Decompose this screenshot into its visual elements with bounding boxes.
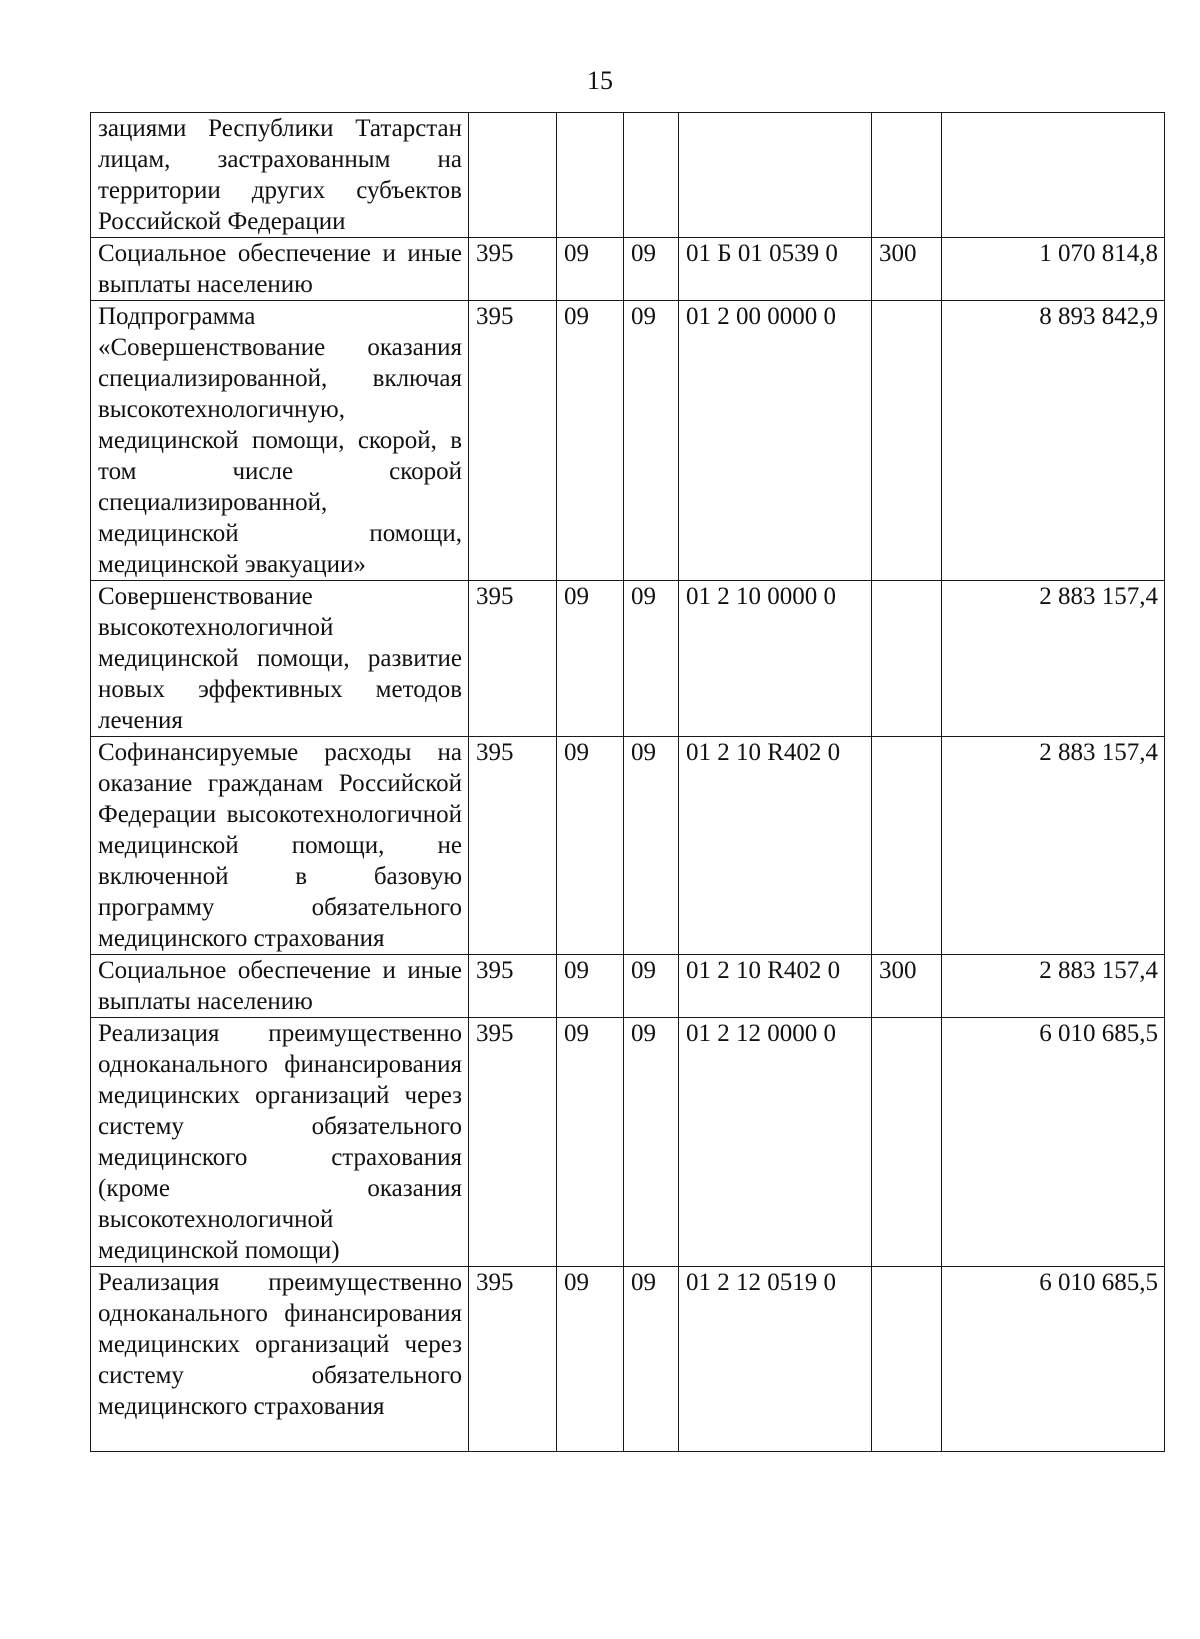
budget-table <box>90 112 1165 1452</box>
amount-cell <box>942 113 1165 238</box>
expense-type-cell <box>872 737 942 955</box>
page-number: 15 <box>587 66 613 95</box>
row-name-cell: Реализация преимущественно одноканального финансирования медицинских организаций через систему обязательного медицинского страхования (кроме оказания высокотехнологичной медицинской помощи) <box>91 1018 469 1267</box>
section-code-cell: 09 <box>557 1267 624 1452</box>
expense-type-cell <box>872 1267 942 1452</box>
expense-type-cell <box>872 301 942 581</box>
row-name-cell: Софинансируемые расходы на оказание гражданам Российской Федерации высокотехнологичной медицинской помощи, не включенной в базовую программу обязательного медицинского страхования <box>91 737 469 955</box>
section-code-cell: 09 <box>557 737 624 955</box>
target-code-cell: 01 2 10 0000 0 <box>679 581 872 737</box>
table-row <box>91 238 1165 301</box>
table-row <box>91 301 1165 581</box>
expense-type-cell <box>872 113 942 238</box>
row-name-cell: зациями Республики Татарстан лицам, застрахованным на территории других субъектов Российской Федерации <box>91 113 469 238</box>
expense-type-cell <box>872 581 942 737</box>
target-code-cell: 01 2 12 0519 0 <box>679 1267 872 1452</box>
row-name-cell: Подпрограмма «Совершенствование оказания специализированной, включая высокотехнологичную, медицинской помощи, скорой, в том числе скорой специализированной, медицинской помощи, медицинской эвакуации» <box>91 301 469 581</box>
ministry-code-cell: 395 <box>469 1267 557 1452</box>
amount-cell: 2 883 157,4 <box>942 955 1165 1018</box>
section-code-cell: 09 <box>557 301 624 581</box>
section-code-cell: 09 <box>557 581 624 737</box>
row-name-cell: Социальное обеспечение и иные выплаты населению <box>91 955 469 1018</box>
subsection-code-cell: 09 <box>624 955 679 1018</box>
section-code-cell: 09 <box>557 955 624 1018</box>
section-code-cell <box>557 113 624 238</box>
target-code-cell: 01 2 12 0000 0 <box>679 1018 872 1267</box>
ministry-code-cell <box>469 113 557 238</box>
ministry-code-cell: 395 <box>469 737 557 955</box>
subsection-code-cell: 09 <box>624 581 679 737</box>
ministry-code-cell: 395 <box>469 581 557 737</box>
target-code-cell: 01 2 10 R402 0 <box>679 955 872 1018</box>
subsection-code-cell: 09 <box>624 1267 679 1452</box>
target-code-cell: 01 2 00 0000 0 <box>679 301 872 581</box>
subsection-code-cell: 09 <box>624 737 679 955</box>
table-row <box>91 581 1165 737</box>
expense-type-cell <box>872 1018 942 1267</box>
ministry-code-cell: 395 <box>469 1018 557 1267</box>
target-code-cell: 01 2 10 R402 0 <box>679 737 872 955</box>
section-code-cell: 09 <box>557 1018 624 1267</box>
amount-cell: 8 893 842,9 <box>942 301 1165 581</box>
table-row <box>91 1267 1165 1452</box>
amount-cell: 6 010 685,5 <box>942 1267 1165 1452</box>
table-row <box>91 955 1165 1018</box>
subsection-code-cell <box>624 113 679 238</box>
row-name-cell: Совершенствование высокотехнологичной медицинской помощи, развитие новых эффективных методов лечения <box>91 581 469 737</box>
target-code-cell <box>679 113 872 238</box>
amount-cell: 1 070 814,8 <box>942 238 1165 301</box>
ministry-code-cell: 395 <box>469 955 557 1018</box>
target-code-cell: 01 Б 01 0539 0 <box>679 238 872 301</box>
amount-cell: 2 883 157,4 <box>942 581 1165 737</box>
amount-cell: 6 010 685,5 <box>942 1018 1165 1267</box>
subsection-code-cell: 09 <box>624 1018 679 1267</box>
expense-type-cell: 300 <box>872 955 942 1018</box>
row-name-cell: Социальное обеспечение и иные выплаты населению <box>91 238 469 301</box>
table-row <box>91 1018 1165 1267</box>
ministry-code-cell: 395 <box>469 238 557 301</box>
subsection-code-cell: 09 <box>624 238 679 301</box>
section-code-cell: 09 <box>557 238 624 301</box>
amount-cell: 2 883 157,4 <box>942 737 1165 955</box>
table-row <box>91 113 1165 238</box>
table-row <box>91 737 1165 955</box>
row-name-cell: Реализация преимущественно одноканального финансирования медицинских организаций через систему обязательного медицинского страхования <box>91 1267 469 1452</box>
ministry-code-cell: 395 <box>469 301 557 581</box>
subsection-code-cell: 09 <box>624 301 679 581</box>
expense-type-cell: 300 <box>872 238 942 301</box>
